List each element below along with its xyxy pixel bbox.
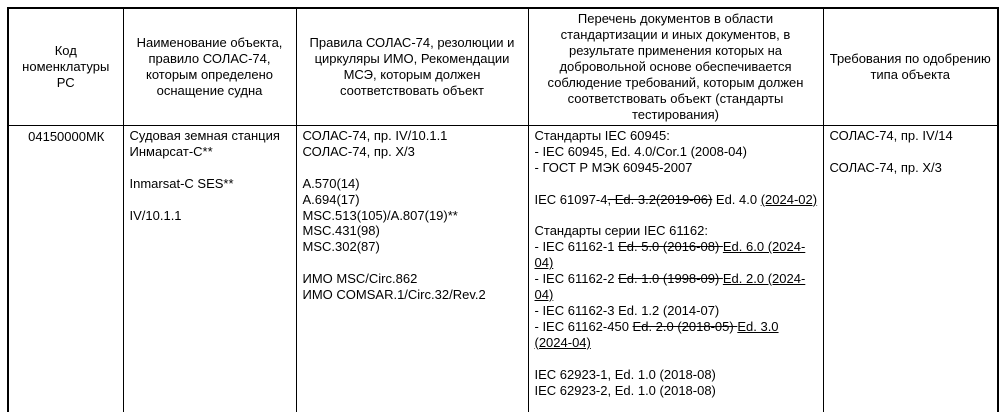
plain-text: IEC 61097-4 [534,191,608,207]
text-line [303,255,523,271]
header-row [8,8,998,126]
text-line: MSC.513(105)/A.807(19)** [302,207,458,223]
text-line: MSC.431(98) [302,223,380,239]
text-line: A.570(14) [302,175,360,191]
text-line: A.694(17) [302,191,360,207]
text-line: MSC.302(87) [302,239,380,255]
inserted-text: Ed. 2.0 (2024-04) [534,271,806,303]
table-row [8,126,998,412]
text-line [535,208,818,224]
text-line: Inmarsat-C SES** [129,175,234,191]
text-line [535,239,818,271]
header-standards-list: Перечень документов в области стандартизации и иных документов, в результате применения которых на добровольной основе обеспечивается соблюдение требований, которым должен соответствовать объект (стандарты тестирования) [528,8,823,126]
text-line: СОЛАС-74, пр. X/3 [302,143,415,159]
cell-nomenclature-code: 04150000МК [8,126,123,412]
text-line [130,160,291,176]
text-line: ИМО COMSAR.1/Circ.32/Rev.2 [302,287,486,303]
text-line: - ГОСТ Р МЭК 60945-2007 [534,159,693,175]
text-line [303,160,523,176]
text-line [830,144,993,160]
text-line: Стандарты IEC 60945: [534,128,670,143]
inserted-text: (2024-02) [760,191,818,207]
text-line: Стандарты серии IEC 61162: [534,223,708,239]
cell-object-name [123,126,296,412]
plain-text: Ed. 4.0 [712,191,761,207]
text-line: СОЛАС-74, пр. X/3 [829,159,942,175]
text-line [535,319,818,351]
deleted-text: Ed. 5.0 (2016-08) [618,239,723,255]
table-body [8,126,998,412]
header-solas-rules: Правила СОЛАС-74, резолюции и циркуляры ИМО, Рекомендации МСЭ, которым должен соответствовать объект [296,8,528,126]
header-object-name: Наименование объекта, правило СОЛАС-74, которым определено оснащение судна [123,8,296,126]
plain-text: - IEC 61162-1 [534,239,619,255]
text-line: Судовая земная станция Инмарсат-С** [129,128,280,159]
text-line [535,271,818,303]
text-line [535,351,818,367]
cell-standards-list [528,126,823,412]
text-line: ИМО MSC/Circ.862 [302,271,418,287]
text-line: СОЛАС-74, пр. IV/10.1.1 [302,128,448,143]
deleted-text: Ed. 2.0 (2018-05) [632,318,738,334]
text-line: IEC 62923-2, Ed. 1.0 (2018-08) [534,382,716,398]
plain-text: - IEC 61162-2 [534,271,619,287]
text-line: IV/10.1.1 [129,207,182,223]
text-line [535,176,818,192]
cell-type-approval [823,126,998,412]
text-line: - IEC 60945, Ed. 4.0/Cor.1 (2008-04) [534,143,747,159]
table-header [8,8,998,126]
equipment-standards-table [7,7,999,412]
header-code: Код номенклатуры РС [8,8,123,126]
deleted-text: , Ed. 3.2(2019-06) [607,191,713,207]
text-line [130,192,291,208]
header-type-approval: Требования по одобрению типа объекта [823,8,998,126]
text-line: IEC 62923-1, Ed. 1.0 (2018-08) [534,366,716,382]
cell-solas-rules [296,126,528,412]
text-line: СОЛАС-74, пр. IV/14 [829,128,953,143]
plain-text: - IEC 61162-450 [534,318,633,334]
inserted-text: Ed. 3.0 (2024-04) [534,318,779,350]
text-line: - IEC 61162-3 Ed. 1.2 (2014-07) [534,302,720,318]
text-line [535,192,818,208]
deleted-text: Ed. 1.0 (1998-09) [618,271,723,287]
inserted-text: Ed. 6.0 (2024-04) [534,239,806,271]
